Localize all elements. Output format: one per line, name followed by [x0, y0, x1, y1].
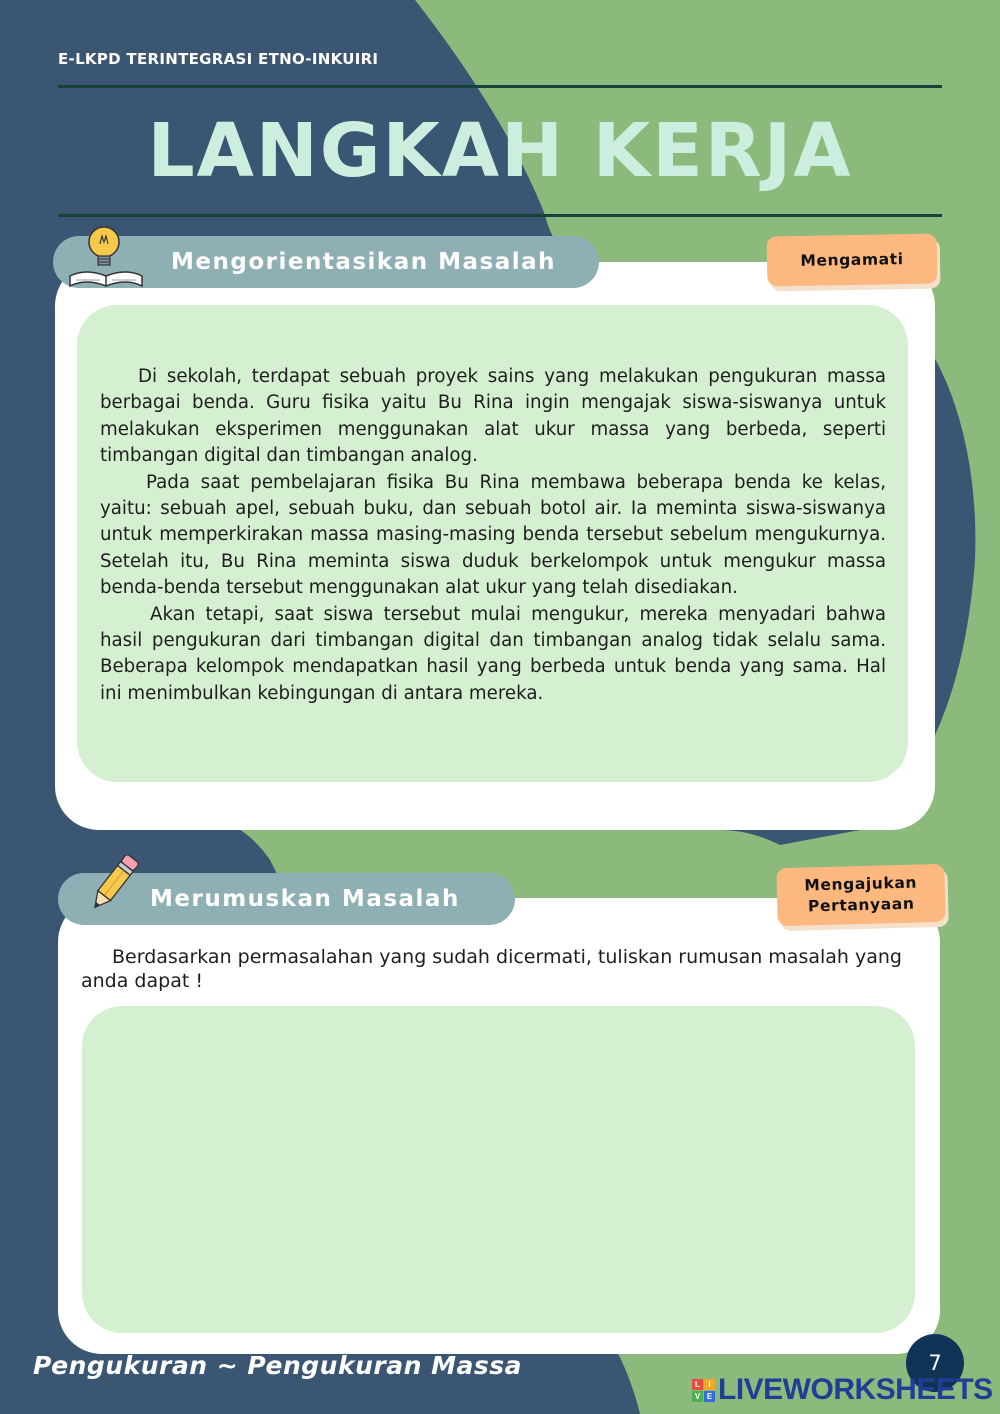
tag-line-1: Mengajukan — [804, 873, 918, 895]
section-rumusan-title: Merumuskan Masalah — [150, 886, 460, 912]
tag-mengajukan-pertanyaan — [776, 864, 945, 926]
pencil-icon — [82, 848, 146, 918]
lightbulb-book-icon — [66, 220, 146, 290]
tag-line-2: Pertanyaan — [807, 894, 915, 916]
story-paragraph-2: Pada saat pembelajaran fisika Bu Rina membawa beberapa benda ke kelas, yaitu: sebuah apel, sebuah buku, dan sebuah botol air. Ia meminta siswa-siswanya untuk memperkirakan massa masing-masing benda tersebut sebelum mengukurnya. Setelah itu, Bu Rina meminta siswa duduk berkelompok untuk mengukur massa benda-benda tersebut menggunakan alat ukur yang telah disediakan. — [100, 471, 886, 599]
header-label: E-LKPD TERINTEGRASI ETNO-INKUIRI — [58, 50, 379, 68]
story-paragraph-1: Di sekolah, terdapat sebuah proyek sains yang melakukan pengukuran massa berbagai benda. Guru fisika yaitu Bu Rina ingin mengajak siswa-siswanya untuk melakukan eksperimen menggunakan alat ukur massa yang berbeda, seperti timbangan digital dan timbangan analog. — [100, 366, 886, 467]
section-orientasi-title: Mengorientasikan Masalah — [171, 249, 557, 275]
story-paragraph-3: Akan tetapi, saat siswa tersebut mulai mengukur, mereka menyadari bahwa hasil pengukuran dari timbangan digital dan timbangan analog tidak selalu sama. Beberapa kelompok mendapatkan hasil yang berbeda untuk benda yang sama. Hal ini menimbulkan kebingungan di antara mereka. — [100, 603, 886, 704]
header-divider-top — [58, 85, 942, 88]
logo-letter-l: L — [692, 1379, 703, 1390]
liveworksheets-text: LIVEWORKSHEETS — [718, 1373, 993, 1406]
logo-letter-e: E — [704, 1391, 715, 1402]
tag-mengamati — [767, 234, 938, 287]
logo-letter-i: I — [704, 1379, 715, 1390]
tag-mengamati-label: Mengamati — [800, 250, 904, 270]
footer-topic: Pengukuran ~ Pengukuran Massa — [33, 1351, 522, 1380]
page-title: LANGKAH KERJA — [147, 108, 853, 194]
logo-letter-v: V — [692, 1391, 703, 1402]
liveworksheets-logo-icon — [692, 1379, 715, 1402]
liveworksheets-brand[interactable] — [692, 1373, 993, 1407]
rumusan-prompt: Berdasarkan permasalahan yang sudah dicermati, tuliskan rumusan masalah yang anda dapat ! — [81, 946, 902, 992]
story-text — [100, 364, 886, 707]
header-divider-bottom — [58, 214, 942, 217]
rumusan-answer-input[interactable] — [82, 1006, 915, 1333]
page-number: 7 — [928, 1351, 942, 1375]
